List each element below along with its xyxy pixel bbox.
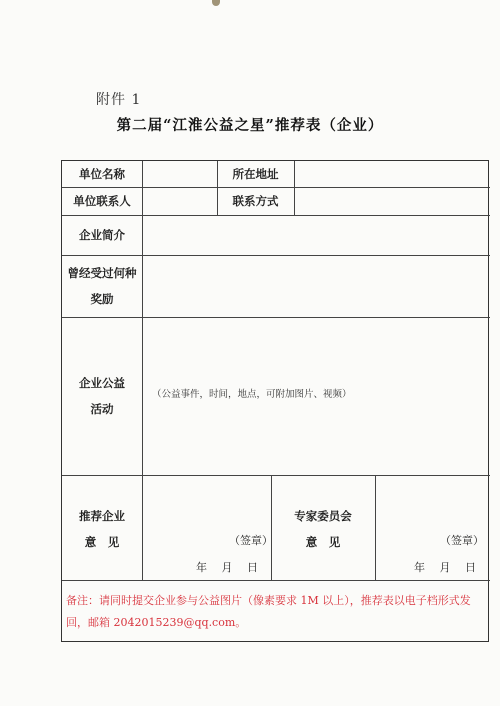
page-corner-mark: [212, 0, 220, 6]
recommend-opinion-label: [62, 501, 142, 557]
contact-method-label: 联系方式: [232, 194, 279, 208]
form-title: 第二届“江淮公益之星”推荐表（企业）: [116, 117, 384, 134]
expert-label-line2: 意 见: [305, 535, 341, 549]
recommend-label-line2: 意 见: [84, 535, 120, 549]
expert-seal-text: （签章）: [440, 534, 484, 547]
address-field[interactable]: [294, 161, 490, 187]
address-label: 所在地址: [232, 167, 279, 181]
footnote-remark: 备注：请同时提交企业参与公益图片（像素要求 1M 以上），推荐表以电子档形式发回，邮箱 2042015239@qq.com。: [66, 594, 471, 629]
recommend-seal-text: （签章）: [229, 534, 273, 547]
attachment-label: 附件 1: [96, 92, 142, 108]
row-divider: [62, 580, 490, 581]
activities-label-line2: 活动: [90, 402, 114, 416]
recommend-date-text: 年 月 日: [196, 561, 258, 574]
unit-name-label: 单位名称: [79, 167, 125, 181]
expert-opinion-label: [271, 501, 375, 557]
activities-label-line1: 企业公益: [79, 376, 125, 390]
awards-field[interactable]: [142, 255, 490, 317]
recommend-label-line1: 推荐企业: [79, 509, 125, 523]
expert-date-text: 年 月 日: [414, 561, 476, 574]
company-profile-field[interactable]: [142, 215, 490, 255]
charity-activities-label: [62, 317, 142, 475]
activities-hint: （公益事件，时间，地点，可附加图片、视频）: [152, 389, 352, 400]
contact-person-label: 单位联系人: [73, 194, 131, 208]
unit-name-field[interactable]: [142, 161, 217, 187]
expert-label-line1: 专家委员会: [294, 509, 352, 523]
contact-method-field[interactable]: [294, 187, 490, 215]
awards-label-line1: 曾经受过何种: [67, 266, 137, 280]
company-profile-label: 企业简介: [79, 228, 125, 242]
awards-label: [62, 255, 142, 317]
contact-person-field[interactable]: [142, 187, 217, 215]
awards-label-line2: 奖励: [90, 292, 114, 306]
